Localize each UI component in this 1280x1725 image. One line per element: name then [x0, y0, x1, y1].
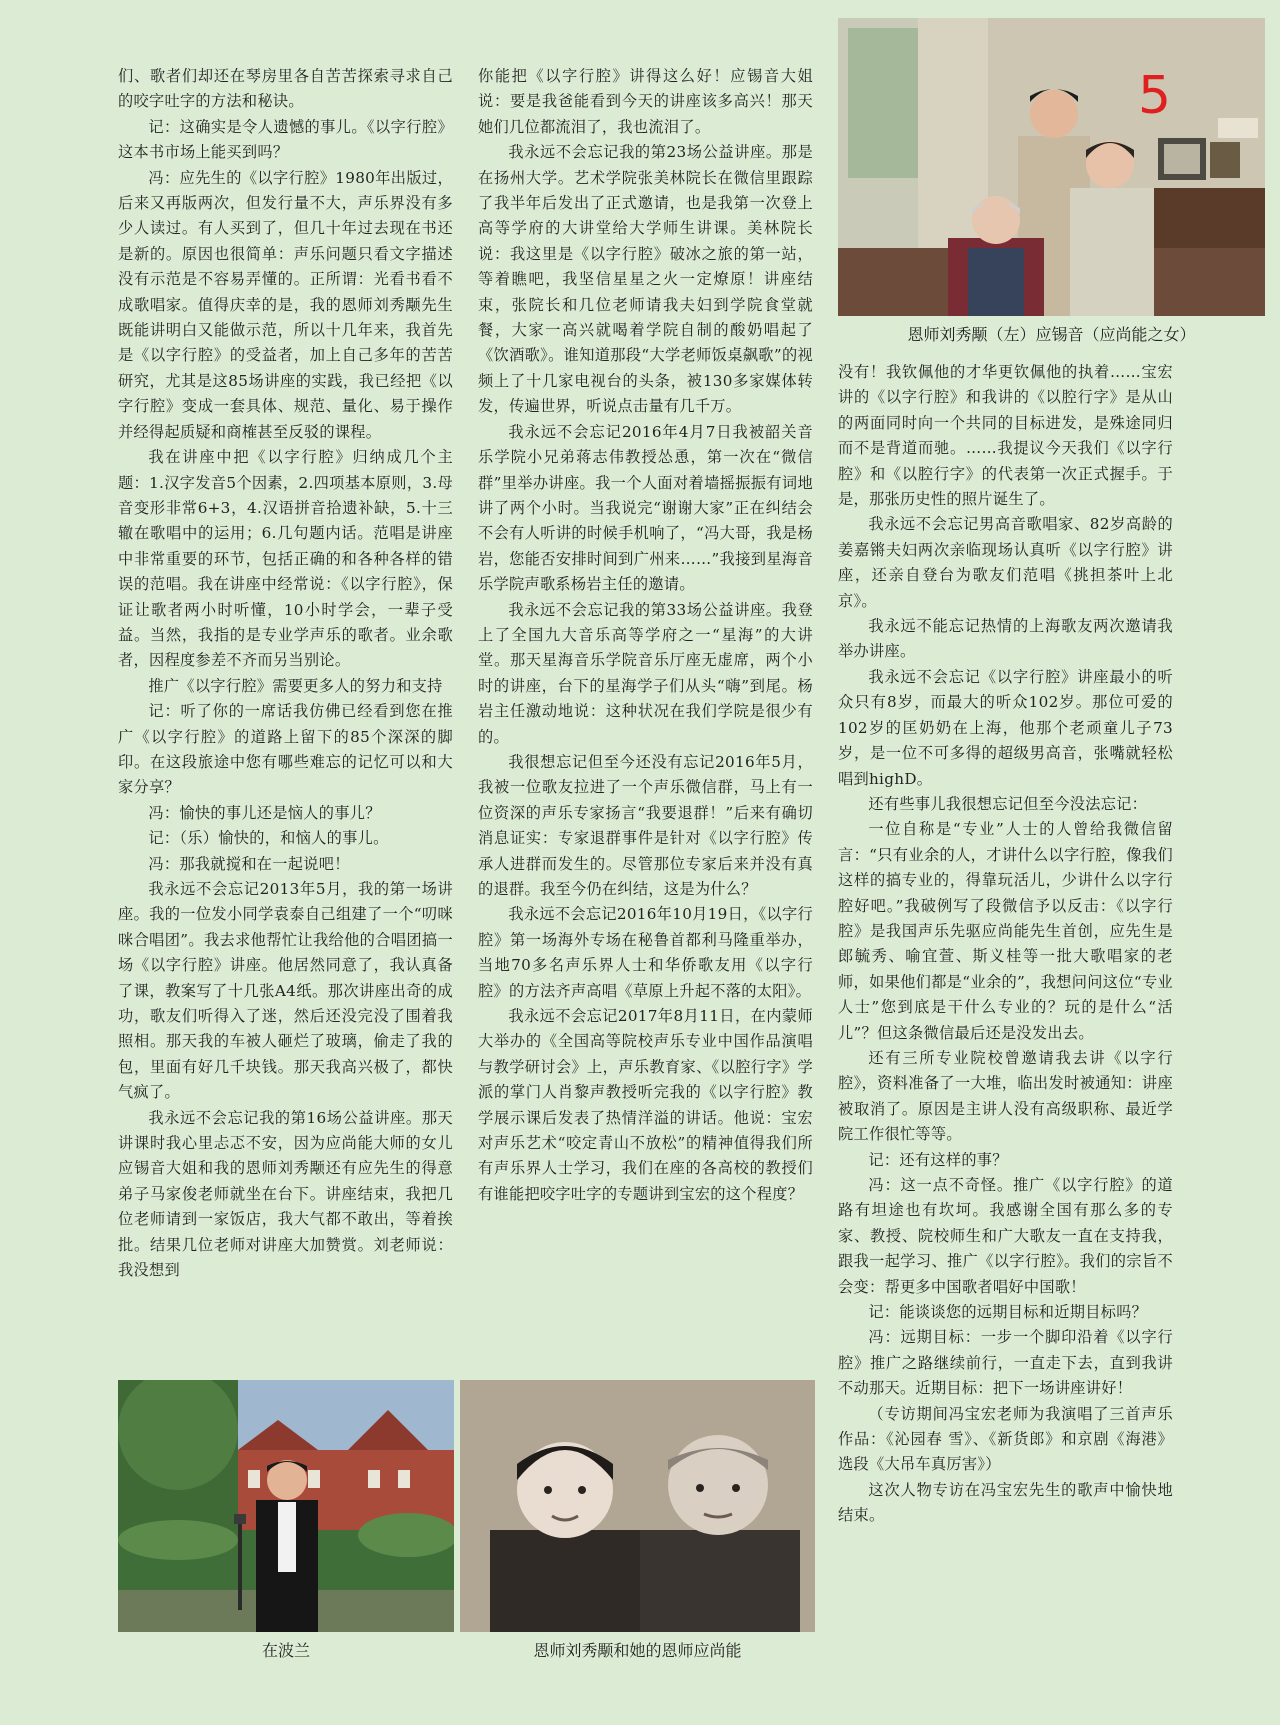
- col3-paragraph: 记：能谈谈您的远期目标和近期目标吗？: [868, 1303, 1148, 1322]
- col2-paragraph: 我很想忘记但至今还没有忘记2016年5月，我被一位歌友拉进了一个声乐微信群，马上有一位资深的声乐专家扬言“我要退群！”后来有确切消息证实：专家退群事件是针对《以字行腔》传承人进群而发生的。尽管那位专家后来并没有真的退群。我至今仍在纠结，这是为什么？: [478, 752, 813, 898]
- page-number: 5: [1138, 66, 1172, 126]
- column-3: [838, 360, 1173, 1529]
- col3-paragraph: 这次人物专访在冯宝宏先生的歌声中愉快地结束。: [838, 1480, 1173, 1525]
- col2-paragraph: 我永远不会忘记我的第33场公益讲座。我登上了全国九大音乐高等学府之一“星海”的大讲堂。那天星海音乐学院音乐厅座无虚席，两个小时的讲座，台下的星海学子们从头“嗨”到尾。杨岩主任激动地说：这种状况在我们学院是很少有的。: [478, 600, 813, 746]
- col1-paragraph: 记：这确实是令人遗憾的事儿。《以字行腔》这本书市场上能买到吗？: [118, 117, 453, 162]
- col1-paragraph: 我在讲座中把《以字行腔》归纳成几个主题：1.汉字发音5个因素，2.四项基本原则，3.母音变形非常6+3，4.汉语拼音拾遗补缺，5.十三辙在歌唱中的运用；6.几句题内话。范唱是讲座中非常重要的环节，包括正确的和各种各样的错误的范唱。我在讲座中经常说：《以字行腔》，保证让歌者两小时听懂，10小时学会，一辈子受益。当然，我指的是专业学声乐的歌者。业余歌者，因程度参差不齐而另当别论。: [118, 448, 453, 670]
- photo-teachers-with-author: [838, 18, 1265, 316]
- column-1: [118, 64, 453, 1284]
- section-heading: 推广《以字行腔》需要更多人的努力和支持: [148, 676, 443, 695]
- col3-paragraph: 冯：这一点不奇怪。推广《以字行腔》的道路有坦途也有坎坷。我感谢全国有那么多的专家、教授、院校师生和广大歌友一直在支持我，跟我一起学习、推广《以字行腔》。我们的宗旨不会变：帮更多中国歌者唱好中国歌！: [838, 1176, 1173, 1296]
- col3-paragraph: 我永远不会忘记男高音歌唱家、82岁高龄的姜嘉锵夫妇两次亲临现场认真听《以字行腔》讲座，还亲自登台为歌友们范唱《挑担茶叶上北京》。: [838, 515, 1173, 610]
- col3-paragraph: 还有些事儿我很想忘记但至今没法忘记：: [868, 794, 1148, 813]
- poland-photo-caption: 在波兰: [261, 1641, 310, 1660]
- teachers-photo-caption: 恩师刘秀颙和她的恩师应尚能: [533, 1641, 742, 1660]
- col1-paragraph: 记：（乐）愉快的，和恼人的事儿。: [148, 829, 389, 848]
- col1-paragraph: 冯：那我就搅和在一起说吧！: [148, 854, 350, 873]
- col3-paragraph: 还有三所专业院校曾邀请我去讲《以字行腔》，资料准备了一大堆，临出发时被通知：讲座被取消了。原因是主讲人没有高级职称、最近学院工作很忙等等。: [838, 1048, 1173, 1144]
- photo-in-poland-image: [118, 1380, 454, 1632]
- col2-paragraph: 我永远不会忘记我的第23场公益讲座。那是在扬州大学。艺术学院张美林院长在微信里跟踪了我半年后发出了正式邀请，也是我第一次登上高等学府的大讲堂给大学师生讲课。美林院长说：我这里是《以字行腔》破冰之旅的第一站，等着瞧吧，我坚信星星之火一定燎原！讲座结束，张院长和几位老师请我夫妇到学院食堂就餐，大家一高兴就喝着学院自制的酸奶唱起了《饮酒歌》。谁知道那段“大学老师饭桌飙歌”的视频上了十几家电视台的头条，被130多家媒体转发，传遍世界，听说点击量有几千万。: [478, 143, 813, 416]
- col1-paragraph: 们、歌者们却还在琴房里各自苦苦探索寻求自己的咬字吐字的方法和秘诀。: [118, 67, 453, 111]
- col3-paragraph: 冯：远期目标：一步一个脚印沿着《以字行腔》推广之路继续前行，一直走下去，直到我讲不动那天。近期目标：把下一场讲座讲好！: [838, 1328, 1173, 1398]
- col1-paragraph: 我永远不会忘记2013年5月，我的第一场讲座。我的一位发小同学袁泰自己组建了一个“叨咪咪合唱团”。我去求他帮忙让我给他的合唱团搞一场《以字行腔》讲座。他居然同意了，我认真备了课，教案写了十几张A4纸。那次讲座出奇的成功，歌友们听得入了迷，然后还没完没了围着我照相。那天我的车被人砸烂了玻璃，偷走了我的包，里面有好几千块钱。那天我高兴极了，都快气疯了。: [118, 880, 453, 1102]
- photo-two-teachers: [460, 1380, 815, 1632]
- col1-paragraph: 冯：应先生的《以字行腔》1980年出版过，后来又再版两次，但发行量不大，声乐界没有多少人读过。有人买到了，但几十年过去现在书还是新的。原因也很简单：声乐问题只看文字描述没有示范是不容易弄懂的。正所谓：光看书看不成歌唱家。值得庆幸的是，我的恩师刘秀颙先生既能讲明白又能做示范，所以十几年来，我首先是《以字行腔》的受益者，加上自己多年的苦苦研究，尤其是这85场讲座的实践，我已经把《以字行腔》变成一套具体、规范、量化、易于操作并经得起质疑和商榷甚至反驳的课程。: [118, 168, 453, 441]
- photo-in-poland: [118, 1380, 454, 1632]
- col3-paragraph: 我永远不会忘记《以字行腔》讲座最小的听众只有8岁，而最大的听众102岁。那位可爱的102岁的匡奶奶在上海，他那个老顽童儿子73岁，是一位不可多得的超级男高音，张嘴就轻松唱到highD。: [838, 667, 1173, 788]
- col3-paragraph: 没有！我钦佩他的才华更钦佩他的执着……宝宏讲的《以字行腔》和我讲的《以腔行字》是从山的两面同时向一个共同的目标进发，是殊途同归而不是背道而驰。……我提议今天我们《以字行腔》和《以腔行字》的代表第一次正式握手。于是，那张历史性的照片诞生了。: [838, 363, 1173, 509]
- column-2: [478, 64, 813, 1207]
- col3-paragraph: 一位自称是“专业”人士的人曾给我微信留言：“只有业余的人，才讲什么以字行腔，像我们这样的搞专业的，得靠玩活儿，少讲什么以字行腔好吧。”我破例写了段微信予以反击：《以字行腔》是我国声乐先驱应尚能先生首创，应先生是郎毓秀、喻宜萱、斯义桂等一批大歌唱家的老师，如果他们都是“业余的”，我想问问这位“专业人士”您到底是干什么专业的？玩的是什么“活儿”？但这条微信最后还是没发出去。: [838, 820, 1173, 1042]
- col2-paragraph: 我永远不会忘记2016年4月7日我被韶关音乐学院小兄弟蒋志伟教授怂恿，第一次在“微信群”里举办讲座。我一个人面对着墙摇振振有词地讲了两个小时。当我说完“谢谢大家”正在纠结会不会有人听讲的时候手机响了，“冯大哥，我是杨岩，您能否安排时间到广州来……”我接到星海音乐学院声歌系杨岩主任的邀请。: [478, 422, 813, 594]
- col1-paragraph: 冯：愉快的事儿还是恼人的事儿？: [148, 803, 381, 822]
- col3-paragraph: 记：还有这样的事？: [868, 1150, 1008, 1169]
- col1-paragraph: 记：听了你的一席话我仿佛已经看到您在推广《以字行腔》的道路上留下的85个深深的脚印。在这段旅途中您有哪些难忘的记忆可以和大家分享？: [118, 702, 453, 797]
- col2-paragraph: 我永远不会忘记2017年8月11日，在内蒙师大举办的《全国高等院校声乐专业中国作品演唱与教学研讨会》上，声乐教育家、《以腔行字》学派的掌门人肖黎声教授听完我的《以字行腔》教学展示课后发表了热情洋溢的讲话。他说：宝宏对声乐艺术“咬定青山不放松”的精神值得我们所有声乐界人士学习，我们在座的各高校的教授们有谁能把咬字吐字的专题讲到宝宏的这个程度？: [478, 1007, 813, 1203]
- col2-paragraph: 你能把《以字行腔》讲得这么好！应锡音大姐说：要是我爸能看到今天的讲座该多高兴！那天她们几位都流泪了，我也流泪了。: [478, 67, 813, 136]
- top-photo-caption: 恩师刘秀颙（左）应锡音（应尚能之女）: [907, 325, 1196, 344]
- photo-teachers-with-author-image: [838, 18, 1265, 316]
- col2-paragraph: 我永远不会忘记2016年10月19日，《以字行腔》第一场海外专场在秘鲁首都利马隆重举办，当地70多名声乐界人士和华侨歌友用《以字行腔》的方法齐声高唱《草原上升起不落的太阳》。: [478, 905, 813, 1000]
- photo-two-teachers-image: [460, 1380, 815, 1632]
- col3-paragraph: （专访期间冯宝宏老师为我演唱了三首声乐作品：《沁园春 雪》、《新货郎》和京剧《海港》选段《大吊车真厉害》）: [838, 1404, 1173, 1474]
- col1-paragraph: 我永远不会忘记我的第16场公益讲座。那天讲课时我心里忐忑不安，因为应尚能大师的女儿应锡音大姐和我的恩师刘秀颙还有应先生的得意弟子马家俊老师就坐在台下。讲座结束，我把几位老师请到一家饭店，我大气都不敢出，等着挨批。结果几位老师对讲座大加赞赏。刘老师说：我没想到: [118, 1108, 453, 1280]
- col3-paragraph: 我永远不能忘记热情的上海歌友两次邀请我举办讲座。: [838, 617, 1173, 661]
